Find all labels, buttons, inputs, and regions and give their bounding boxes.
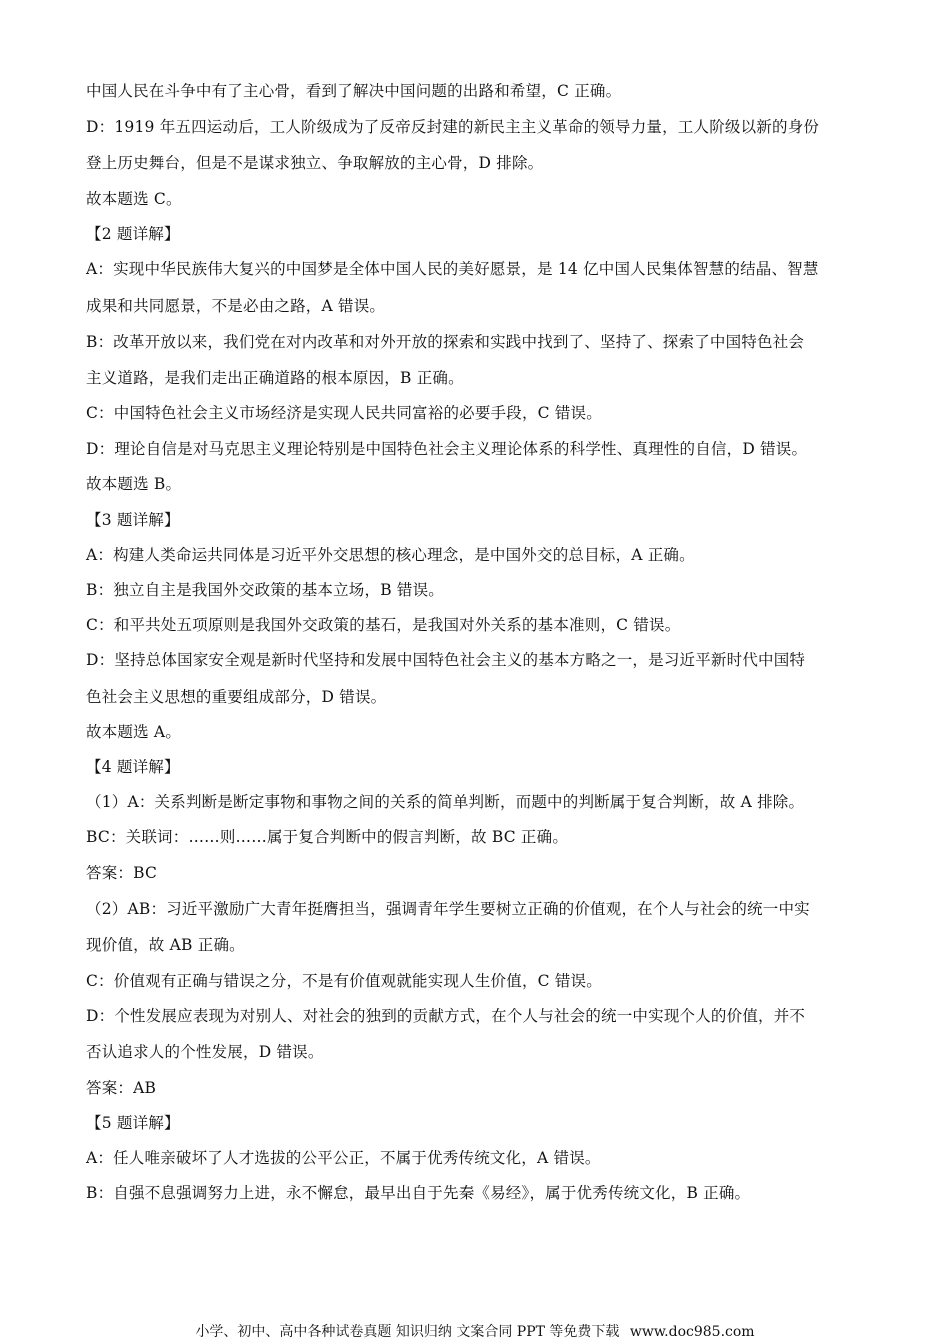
text-line: 故本题选 B。 (86, 475, 182, 493)
text-line: 否认追求人的个性发展，D 错误。 (86, 1043, 324, 1061)
text-line: B：独立自主是我国外交政策的基本立场，B 错误。 (86, 581, 445, 599)
text-line: （2）AB：习近平激励广大青年挺膺担当，强调青年学生要树立正确的价值观，在个人与社会的统一中实 (86, 900, 810, 918)
text-line: C：中国特色社会主义市场经济是实现人民共同富裕的必要手段，C 错误。 (86, 404, 602, 422)
text-line: 主义道路，是我们走出正确道路的根本原因，B 正确。 (86, 369, 464, 387)
text-line: 登上历史舞台，但是不是谋求独立、争取解放的主心骨，D 排除。 (86, 154, 544, 172)
text-line: 成果和共同愿景，不是必由之路，A 错误。 (86, 297, 386, 315)
section-heading: 【4 题详解】 (86, 758, 180, 776)
text-line: A：实现中华民族伟大复兴的中国梦是全体中国人民的美好愿景，是 14 亿中国人民集体智慧的结晶、智慧 (86, 260, 819, 278)
section-heading: 【2 题详解】 (86, 225, 180, 243)
text-line: C：价值观有正确与错误之分，不是有价值观就能实现人生价值，C 错误。 (86, 972, 602, 990)
text-line: 中国人民在斗争中有了主心骨，看到了解决中国问题的出路和希望，C 正确。 (86, 82, 622, 100)
text-line: D：个性发展应表现为对别人、对社会的独到的贡献方式，在个人与社会的统一中实现个人的价值，并不 (86, 1007, 806, 1025)
text-line: A：构建人类命运共同体是习近平外交思想的核心理念，是中国外交的总目标，A 正确。 (86, 546, 695, 564)
text-line: B：自强不息强调努力上进，永不懈怠，最早出自于先秦《易经》，属于优秀传统文化，B 正确。 (86, 1184, 751, 1202)
text-line: D：1919 年五四运动后，工人阶级成为了反帝反封建的新民主主义革命的领导力量，工人阶级以新的身份 (86, 118, 820, 136)
section-heading: 【3 题详解】 (86, 511, 180, 529)
section-heading: 【5 题详解】 (86, 1114, 180, 1132)
text-line: 色社会主义思想的重要组成部分，D 错误。 (86, 688, 387, 706)
text-line: D：坚持总体国家安全观是新时代坚持和发展中国特色社会主义的基本方略之一，是习近平新时代中国特 (86, 651, 806, 669)
text-line: A：任人唯亲破坏了人才选拔的公平公正，不属于优秀传统文化，A 错误。 (86, 1149, 601, 1167)
text-line: D：理论自信是对马克思主义理论特别是中国特色社会主义理论体系的科学性、真理性的自信，D 错误。 (86, 440, 808, 458)
text-line: 现价值，故 AB 正确。 (86, 936, 245, 954)
text-line: 故本题选 A。 (86, 723, 182, 741)
text-line: B：改革开放以来，我们党在对内改革和对外开放的探索和实践中找到了、坚持了、探索了中国特色社会 (86, 333, 805, 351)
answer-line: 答案：AB (86, 1079, 157, 1097)
text-line: C：和平共处五项原则是我国外交政策的基石，是我国对外关系的基本准则，C 错误。 (86, 616, 681, 634)
answer-line: 答案：BC (86, 864, 158, 882)
text-line: 故本题选 C。 (86, 190, 182, 208)
footer-text: 小学、初中、高中各种试卷真题 知识归纳 文案合同 PPT 等免费下载 (195, 1324, 620, 1340)
text-line: BC：关联词：……则……属于复合判断中的假言判断，故 BC 正确。 (86, 828, 569, 846)
text-line: （1）A：关系判断是断定事物和事物之间的关系的简单判断，而题中的判断属于复合判断，故 A 排除。 (86, 793, 805, 811)
page-footer (0, 1322, 950, 1342)
footer-link[interactable]: www.doc985.com (629, 1324, 755, 1340)
